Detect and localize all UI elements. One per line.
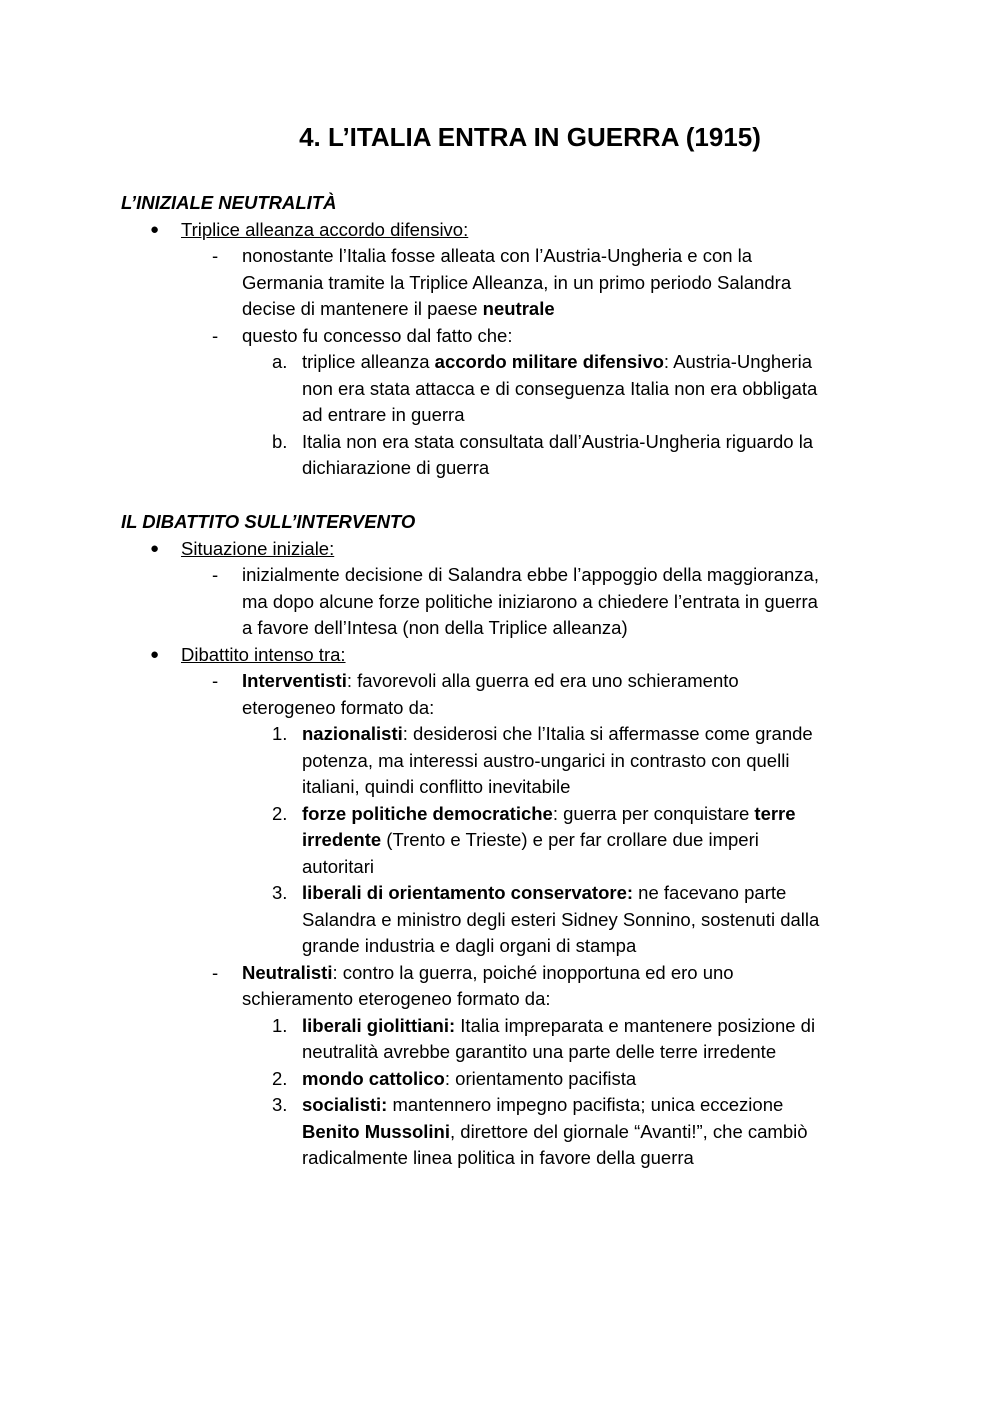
list-item-marker: 1.	[272, 723, 288, 744]
dash-marker: -	[212, 324, 219, 346]
list-item-line: Benito Mussolini, direttore del giornale “Avanti!”, che cambiò	[302, 1120, 808, 1142]
list-item-line: nazionalisti: desiderosi che l’Italia si affermasse come grande	[302, 723, 813, 744]
bold-term: Benito Mussolini	[302, 1120, 450, 1142]
list-item-marker: 2.	[272, 802, 288, 824]
bold-term: accordo militare difensivo	[434, 351, 664, 372]
bold-term: irredente	[302, 829, 382, 850]
list-item-line: autoritari	[302, 855, 374, 877]
bullet-label: Dibattito intenso tra:	[181, 643, 346, 665]
dash-text-line: ma dopo alcune forze politiche iniziarono a chiedere l’entrata in guerra	[242, 590, 818, 612]
section-heading: IL DIBATTITO SULL’INTERVENTO	[121, 511, 416, 532]
dash-marker: -	[212, 961, 219, 983]
bold-term: forze politiche democratiche	[302, 802, 553, 824]
list-item-marker: 1.	[272, 1014, 288, 1036]
dash-text-line: nonostante l’Italia fosse alleata con l’Austria-Ungheria e con la	[242, 245, 753, 266]
bold-term: Interventisti	[242, 670, 347, 691]
list-item-marker: b.	[272, 430, 288, 452]
bold-term: liberali giolittiani:	[302, 1014, 456, 1036]
bullet-label: Triplice alleanza accordo difensivo:	[181, 218, 469, 240]
dash-text-line: Germania tramite la Triplice Alleanza, in un primo periodo Salandra	[242, 271, 792, 293]
list-item-line: potenza, ma interessi austro-ungarici in contrasto con quelli	[302, 749, 790, 771]
section-heading: L’INIZIALE NEUTRALITÀ	[121, 192, 337, 213]
bullet-icon: ●	[150, 220, 160, 238]
bullet-icon: ●	[150, 645, 160, 663]
list-item-line: liberali giolittiani: Italia impreparata e mantenere posizione di	[302, 1014, 816, 1036]
list-item-line: mondo cattolico: orientamento pacifista	[302, 1067, 637, 1089]
dash-text-line: a favore dell’Intesa (non della Triplice alleanza)	[242, 617, 628, 638]
list-item-line: italiani, quindi conflitto inevitabile	[302, 776, 571, 797]
bold-term: Neutralisti	[242, 961, 333, 983]
list-item-line: Italia non era stata consultata dall’Austria-Ungheria riguardo la	[302, 430, 814, 452]
list-item-marker: 3.	[272, 1094, 288, 1115]
bold-term: nazionalisti	[302, 723, 403, 744]
dash-marker: -	[212, 245, 219, 266]
dash-text-line: schieramento eterogeneo formato da:	[242, 988, 551, 1009]
list-item-line: socialisti: mantennero impegno pacifista; unica eccezione	[302, 1094, 784, 1115]
dash-text-line: Neutralisti: contro la guerra, poiché inopportuna ed ero uno	[242, 961, 734, 983]
bold-term: terre	[754, 802, 796, 824]
list-item-marker: 2.	[272, 1067, 288, 1089]
page-title: 4. L’ITALIA ENTRA IN GUERRA (1915)	[299, 122, 761, 152]
list-item-line: irredente (Trento e Trieste) e per far crollare due imperi	[302, 829, 759, 850]
list-item-line: non era stata attacca e di conseguenza Italia non era obbligata	[302, 377, 818, 399]
bold-term: socialisti:	[302, 1094, 388, 1115]
dash-text-line: questo fu concesso dal fatto che:	[242, 324, 513, 346]
list-item-line: grande industria e dagli organi di stampa	[302, 935, 637, 956]
dash-text-line: eterogeneo formato da:	[242, 696, 435, 718]
list-item-line: ad entrare in guerra	[302, 404, 465, 425]
bold-term: mondo cattolico	[302, 1067, 445, 1089]
dash-text-line: decise di mantenere il paese neutrale	[242, 298, 555, 319]
dash-text-line: Interventisti: favorevoli alla guerra ed era uno schieramento	[242, 670, 739, 691]
bold-term: liberali di orientamento conservatore:	[302, 882, 634, 903]
list-item-marker: 3.	[272, 882, 288, 903]
list-item-line: dichiarazione di guerra	[302, 457, 490, 478]
list-item-line: liberali di orientamento conservatore: ne facevano parte	[302, 882, 787, 903]
list-item-line: radicalmente linea politica in favore della guerra	[302, 1147, 694, 1168]
bullet-icon: ●	[150, 539, 160, 557]
list-item-line: Salandra e ministro degli esteri Sidney Sonnino, sostenuti dalla	[302, 908, 820, 930]
dash-marker: -	[212, 564, 219, 585]
list-item-line: triplice alleanza accordo militare difensivo: Austria-Ungheria	[302, 351, 812, 372]
bold-term: neutrale	[482, 298, 555, 319]
dash-marker: -	[212, 670, 219, 691]
list-item-line: forze politiche democratiche: guerra per conquistare terre	[302, 802, 796, 824]
bullet-label: Situazione iniziale:	[181, 537, 335, 559]
list-item-marker: a.	[272, 351, 288, 372]
list-item-line: neutralità avrebbe garantito una parte delle terre irredente	[302, 1041, 777, 1062]
dash-text-line: inizialmente decisione di Salandra ebbe l’appoggio della maggioranza,	[242, 564, 819, 585]
